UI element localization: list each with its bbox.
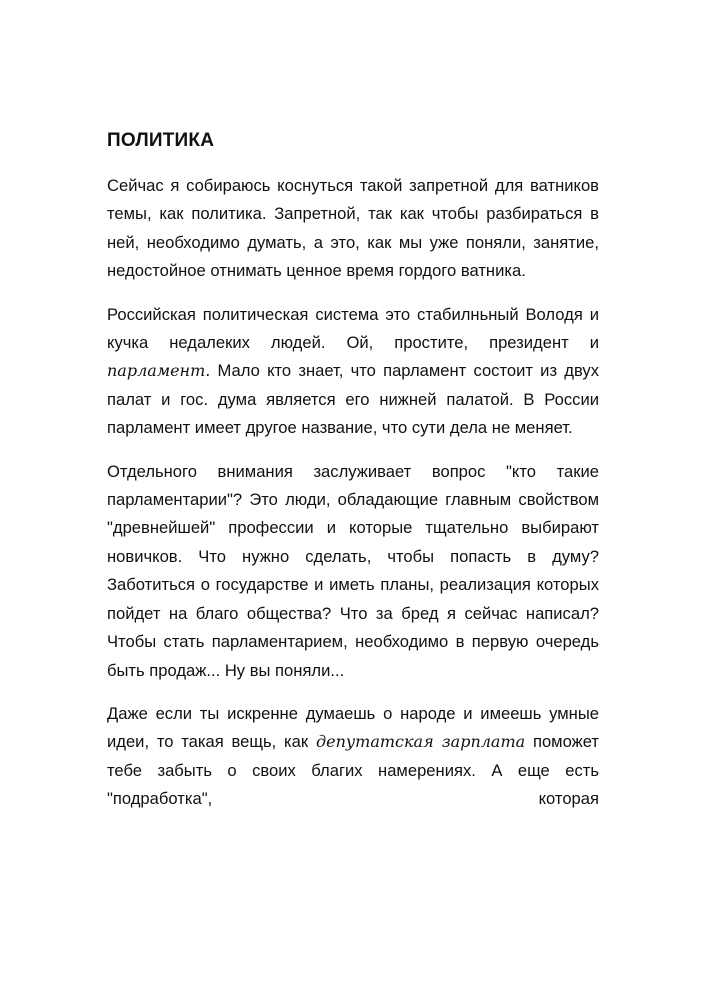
- paragraph-4-italic-term: депутатская зарплата: [315, 732, 526, 752]
- paragraph-4-text-end: поможет тебе забыть о своих благих намерениях. А еще есть "подработка", которая: [107, 732, 600, 809]
- paragraph-3: Отдельного внимания заслуживает вопрос "кто такие парламентарии"? Это люди, обладающие главным свойством "древнейшей" профессии и которые тщательно выбирают новичков. Что нужно сделать, чтобы попасть в думу? Заботиться о государстве и иметь планы, реализация которых пойдет на благо общества? Что за бред я сейчас написал? Чтобы стать парламентарием, необходимо в первую очередь быть продаж... Ну вы поняли...: [107, 461, 599, 680]
- paragraph-2-italic-term: парламент.: [107, 361, 211, 381]
- document-page: [107, 126, 599, 829]
- paragraph-2-text-start: Российская политическая система это стабилньный Володя и кучка недалеких людей. Ой, простите, президент и: [107, 304, 599, 353]
- paragraph-4: [107, 700, 599, 814]
- paragraph-1: Сейчас я собираюсь коснуться такой запретной для ватников темы, как политика. Запретной, так как чтобы разбираться в ней, необходимо думать, а это, как мы уже поняли, занятие, недостойное отнимать ценное время гордого ватника.: [107, 176, 599, 281]
- paragraph-2-text-end: Мало кто знает, что парламент состоит из двух палат и гос. дума является его нижней палатой. В России парламент имеет другое название, что сути дела не меняет.: [107, 361, 599, 438]
- section-heading: ПОЛИТИКА: [107, 130, 215, 151]
- paragraph-4-text-start: Даже если ты искренне думаешь о народе и имеешь умные идеи, то такая вещь, как: [107, 703, 599, 752]
- paragraph-2: [107, 301, 599, 443]
